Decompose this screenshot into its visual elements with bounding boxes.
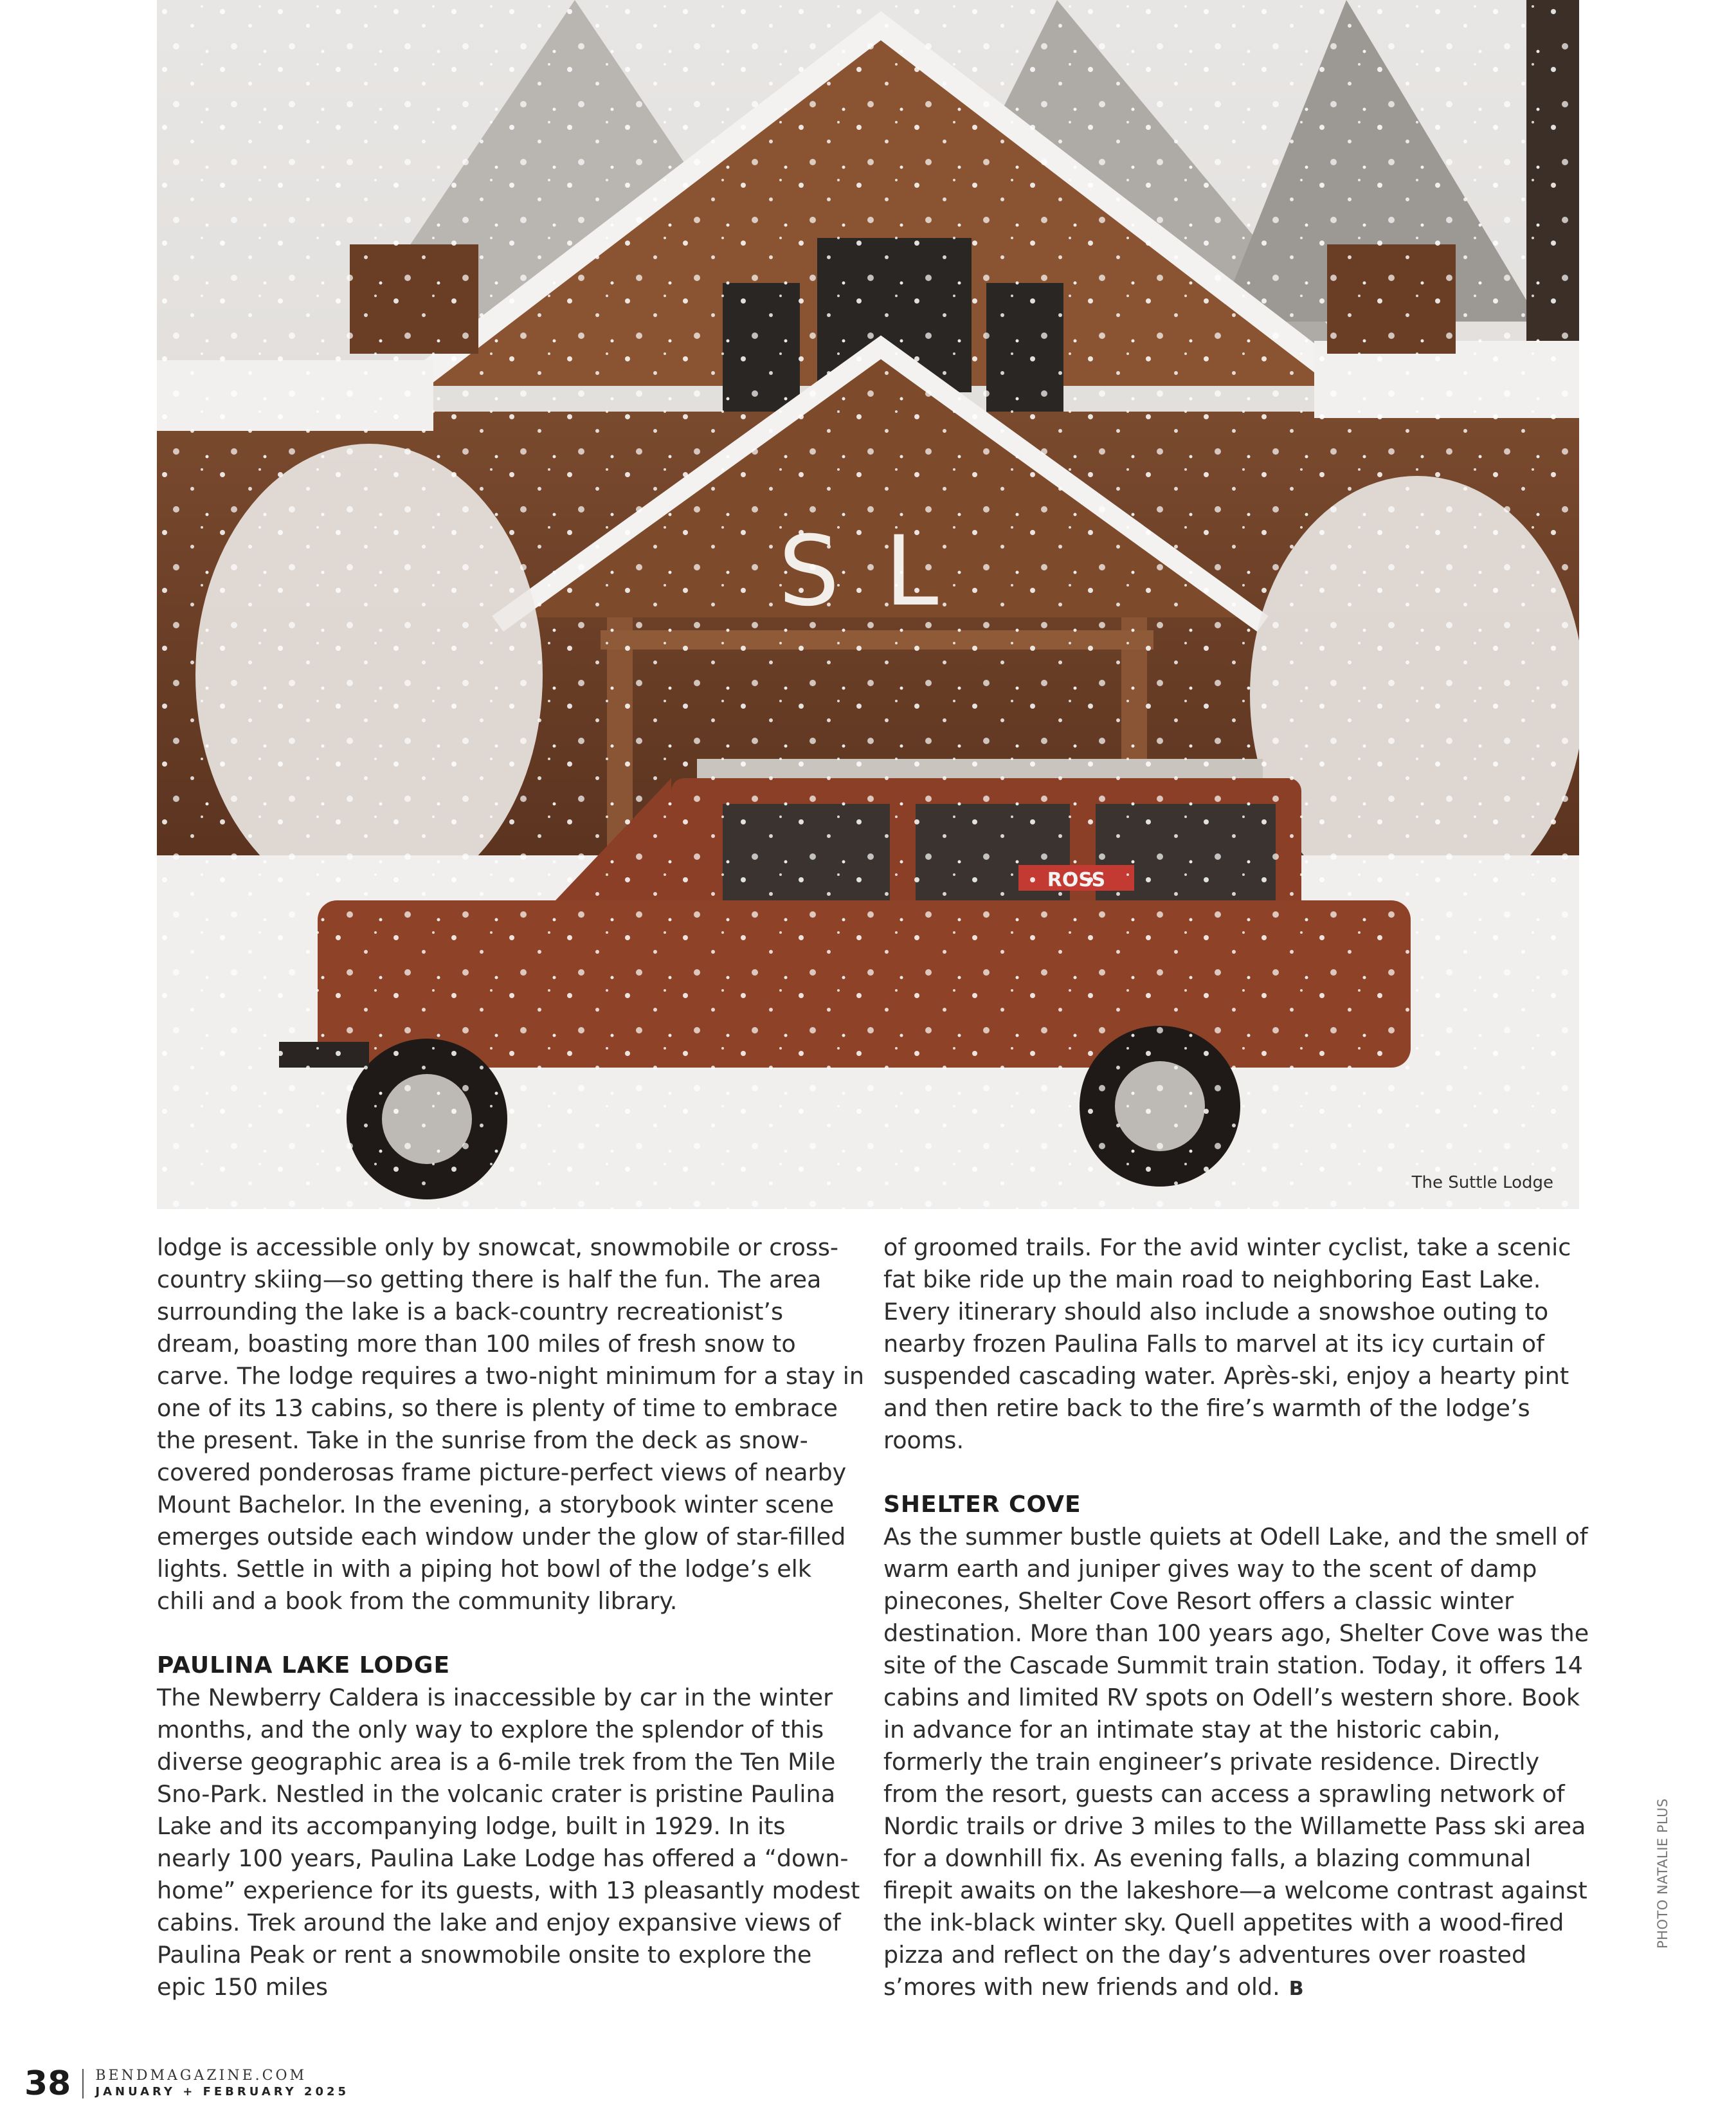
footer-issue-date: JANUARY + FEBRUARY 2025 bbox=[95, 2085, 350, 2098]
right-column bbox=[883, 1232, 1591, 2005]
footer-divider bbox=[82, 2069, 84, 2098]
end-mark-icon: B bbox=[1288, 1978, 1302, 2000]
left-column bbox=[157, 1232, 864, 2003]
lodge-photo bbox=[157, 0, 1579, 1209]
shelter-cove-paragraph bbox=[883, 1521, 1591, 2005]
photo-caption: The Suttle Lodge bbox=[1411, 1173, 1553, 1192]
section-heading-paulina: PAULINA LAKE LODGE bbox=[157, 1652, 451, 1679]
left-intro-paragraph: lodge is accessible only by snowcat, snowmobile or cross-country skiing—so getting there is half the fun. The area surrounding the lake is a back-country recreationist’s dream, boasting more than 100 miles of fresh snow to carve. The lodge requires a two-night minimum for a stay in one of its 13 cabins, so there is plenty of time to embrace the present. Take in the sunrise from the deck as snow-covered ponderosas frame picture-perfect views of nearby Mount Bachelor. In the evening, a storybook winter scene emerges outside each window under the glow of star-filled lights. Settle in with a piping hot bowl of the lodge’s elk chili and a book from the community library. bbox=[157, 1234, 864, 1615]
page-footer bbox=[24, 2064, 349, 2103]
footer-site: BENDMAGAZINE.COM bbox=[95, 2068, 307, 2084]
paulina-paragraph: The Newberry Caldera is inaccessible by car in the winter months, and the only way to explore the splendor of this diverse geographic area is a 6-mile trek from the Ten Mile Sno-Park. Nestled in the volcanic crater is pristine Paulina Lake and its accompanying lodge, built in 1929. In its nearly 100 years, Paulina Lake Lodge has offered a “down-home” experience for its guests, with 13 pleasantly modest cabins. Trek around the lake and enjoy expansive views of Paulina Peak or rent a snowmobile onsite to explore the epic 150 miles bbox=[157, 1684, 860, 2001]
lodge-photo-illustration bbox=[157, 0, 1579, 1209]
photo-credit: PHOTO NATALIE PLUS bbox=[1655, 1798, 1670, 1949]
right-intro-paragraph: of groomed trails. For the avid winter cyclist, take a scenic fat bike ride up the main road to neighboring East Lake. Every itinerary should also include a snowshoe outing to nearby frozen Paulina Falls to marvel at its icy curtain of suspended cascading water. Après-ski, enjoy a hearty pint and then retire back to the fire’s warmth of the lodge’s rooms. bbox=[883, 1234, 1571, 1454]
page-number: 38 bbox=[24, 2064, 71, 2103]
shelter-cove-text: As the summer bustle quiets at Odell Lake, and the smell of warm earth and juniper gives way to the scent of damp pinecones, Shelter Cove Resort offers a classic winter destination. More than 100 years ago, Shelter Cove was the site of the Cascade Summit train station. Today, it offers 14 cabins and limited RV spots on Odell’s western shore. Book in advance for an intimate stay at the historic cabin, formerly the train engineer’s private residence. Directly from the resort, guests can access a sprawling network of Nordic trails or drive 3 miles to the Willamette Pass ski area for a downhill fix. As evening falls, a blazing communal firepit awaits on the lakeshore—a welcome contrast against the ink-black winter sky. Quell appetites with a wood-fired pizza and reflect on the day’s adventures over roasted s’mores with new friends and old. bbox=[883, 1523, 1589, 2001]
section-heading-shelter-cove: SHELTER COVE bbox=[883, 1491, 1081, 1518]
